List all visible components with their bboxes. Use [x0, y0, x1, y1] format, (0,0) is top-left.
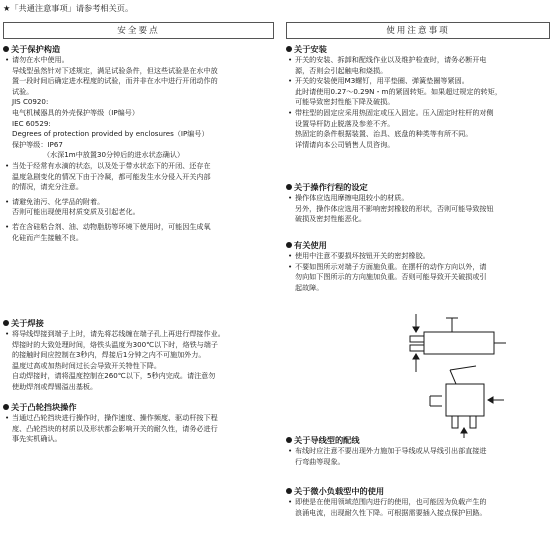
section-title: 关于保护构造	[3, 44, 274, 55]
text-line: • 当处于经常有水滴的状态，以及处于带水状态下的开闭、还存在	[3, 161, 274, 172]
text-line: 导线型虽然针对下述规定，满足试验条件，但这些试验是在水中放	[12, 65, 218, 75]
text-line: 此时请使用0.27～0.29N・m的紧固转矩。如果超过规定的转矩，	[295, 86, 502, 96]
text-line: 化硅而产生接触不良。	[12, 232, 83, 242]
bullet-dot-icon	[3, 404, 9, 410]
text-line: 温度急剧变化的情况下由于冷凝，都可能发生水分侵入开关内部	[12, 171, 211, 181]
bullet-dot-icon	[286, 242, 292, 248]
switch-load-direction-figure	[390, 312, 510, 442]
text-line: • 当通过凸轮挡块进行操作时，操作速度、操作频度、驱动杆按下程	[3, 413, 274, 424]
text-line: 置一段时间后确定进水程度的试验，而并非在水中进行开闭动作的	[12, 76, 218, 86]
text-line: 温度过高或加热时间过长会导致开关特性下降。	[12, 360, 161, 370]
safety-points-column	[3, 22, 274, 550]
text-line: 另外，操作体应选用不影响密封橡胶的形状，否则可能导致按钮	[295, 203, 494, 213]
text-line: • 若在含硅粘合剂、油、动物脂肪等环境下使用时，可能因生成氧	[3, 222, 274, 233]
terminal	[452, 416, 458, 428]
bullet-dot-icon	[286, 488, 292, 494]
text-line: • 将导线焊接到端子上时，请先将芯线缠在端子孔上再进行焊接作业。	[3, 329, 274, 340]
text-line: • 不要如图所示对端子方面施负重。在摆杆的动作方向以外，请	[286, 262, 550, 273]
terminal	[410, 336, 424, 342]
micro-load-usage-section	[286, 486, 550, 518]
text-line: 电气机械器具的外壳保护等级（IP编号）	[12, 107, 139, 117]
text-line: 否则可能出现使用材质变质及引起老化。	[12, 207, 140, 217]
bullet-dot-icon	[3, 320, 9, 326]
text-line: • 请勿在水中使用。	[3, 55, 274, 66]
text-line: 使助焊剂或焊锡溢出基板。	[12, 381, 98, 391]
usage-precautions-column	[286, 22, 550, 550]
text-line: 的接触时间应控制在3秒内，焊接后1分钟之内不可施加外力。	[12, 350, 206, 360]
section-title: 关于微小负载型中的使用	[286, 486, 550, 497]
section-title: 有关使用	[286, 240, 550, 251]
text-line: 可能导致密封性能下降及破损。	[295, 97, 395, 107]
terminal	[470, 416, 476, 428]
text-line: 度、凸轮挡块的材质以及形状都会影响开关的耐久性，请务必进行	[12, 423, 218, 433]
safety-points-header: 安全要点	[3, 22, 274, 39]
text-line: 破损及密封性能恶化。	[295, 214, 366, 224]
protection-structure-section	[3, 44, 274, 243]
text-line: 源，否则会引起触电和烧损。	[295, 65, 388, 75]
switch-body	[446, 384, 484, 416]
text-line: 焊接时的大致处理时间，烙铁头温度为300℃以下时，烙铁与端子	[12, 339, 218, 349]
text-line: （水深1m中放置30分钟后的进水状态确认）	[43, 150, 185, 160]
text-line: • 布线时应注意不要出现外力施加于导线或从导线引出部直接进	[286, 446, 550, 457]
text-line: 浪涌电流，出现耐久性下降。可根据需要插入接点保护回路。	[295, 507, 487, 517]
section-title: 关于凸轮挡块操作	[3, 402, 274, 413]
text-line: 详情请向本公司销售人员咨询。	[295, 139, 395, 149]
text-line: • 使用中注意不要损坏按钮开关的密封橡胶。	[286, 251, 550, 262]
text-line: IEC 60529:	[12, 118, 51, 128]
cam-dog-operation-section	[3, 402, 274, 445]
usage-section	[286, 240, 550, 293]
installation-section	[286, 44, 550, 150]
text-line: 设置导杆防止脱落及参差不齐。	[295, 118, 395, 128]
text-line: 行弯曲等现象。	[295, 456, 345, 466]
bullet-dot-icon	[286, 184, 292, 190]
common-notes-reference: ★「共通注意事项」请参考相关页。	[3, 3, 134, 13]
text-line: 勿向如下图所示的方向施加负重。否则可能导致开关破损或引	[295, 272, 487, 282]
bullet-dot-icon	[286, 437, 292, 443]
text-line: • 操作体应选用摩擦电阻较小的材质。	[286, 193, 550, 204]
text-line: • 即使是在使用领域范围内进行的使用，也可能因为负载产生的	[286, 497, 550, 508]
text-line: 起故障。	[295, 282, 324, 292]
bullet-dot-icon	[286, 46, 292, 52]
text-line: • 开关的安装使用M3螺钉，用平垫圈、弹簧垫圈等紧固。	[286, 76, 550, 87]
text-line: Degrees of protection provided by enclosures（IP编号）	[12, 129, 209, 139]
lead-wire-wiring-section	[286, 435, 550, 467]
stroke-setting-section	[286, 182, 550, 225]
text-line: 热固定的条件根据装置、治具、底盘的种类等有所不同。	[295, 129, 473, 139]
usage-precautions-header: 使用注意事项	[286, 22, 550, 39]
bullet-dot-icon	[3, 46, 9, 52]
text-line: • 开关的安装、拆卸和配线作业以及维护检查时，请务必断开电	[286, 55, 550, 66]
text-line: 试验。	[12, 86, 34, 96]
section-title: 关于导线型的配线	[286, 435, 550, 446]
soldering-section	[3, 318, 274, 393]
section-title: 关于安装	[286, 44, 550, 55]
terminal	[410, 345, 424, 351]
section-title: 关于操作行程的设定	[286, 182, 550, 193]
switch-body	[424, 332, 494, 354]
text-line: 事先实机确认。	[12, 434, 62, 444]
text-line: 的情况，请充分注意。	[12, 182, 83, 192]
text-line: 自动焊接时，请将温度控制在260℃以下，5秒内完成。请注意勿	[12, 371, 216, 381]
text-line: • 请避免油污、化学品的附着。	[3, 197, 274, 208]
text-line: 保护等级：IP67	[12, 139, 63, 149]
section-title: 关于焊接	[3, 318, 274, 329]
text-line: • 带柱型的固定应采用热固定或压入固定。压入固定时柱杆的对侧	[286, 108, 550, 119]
text-line: JIS C0920:	[12, 97, 49, 107]
